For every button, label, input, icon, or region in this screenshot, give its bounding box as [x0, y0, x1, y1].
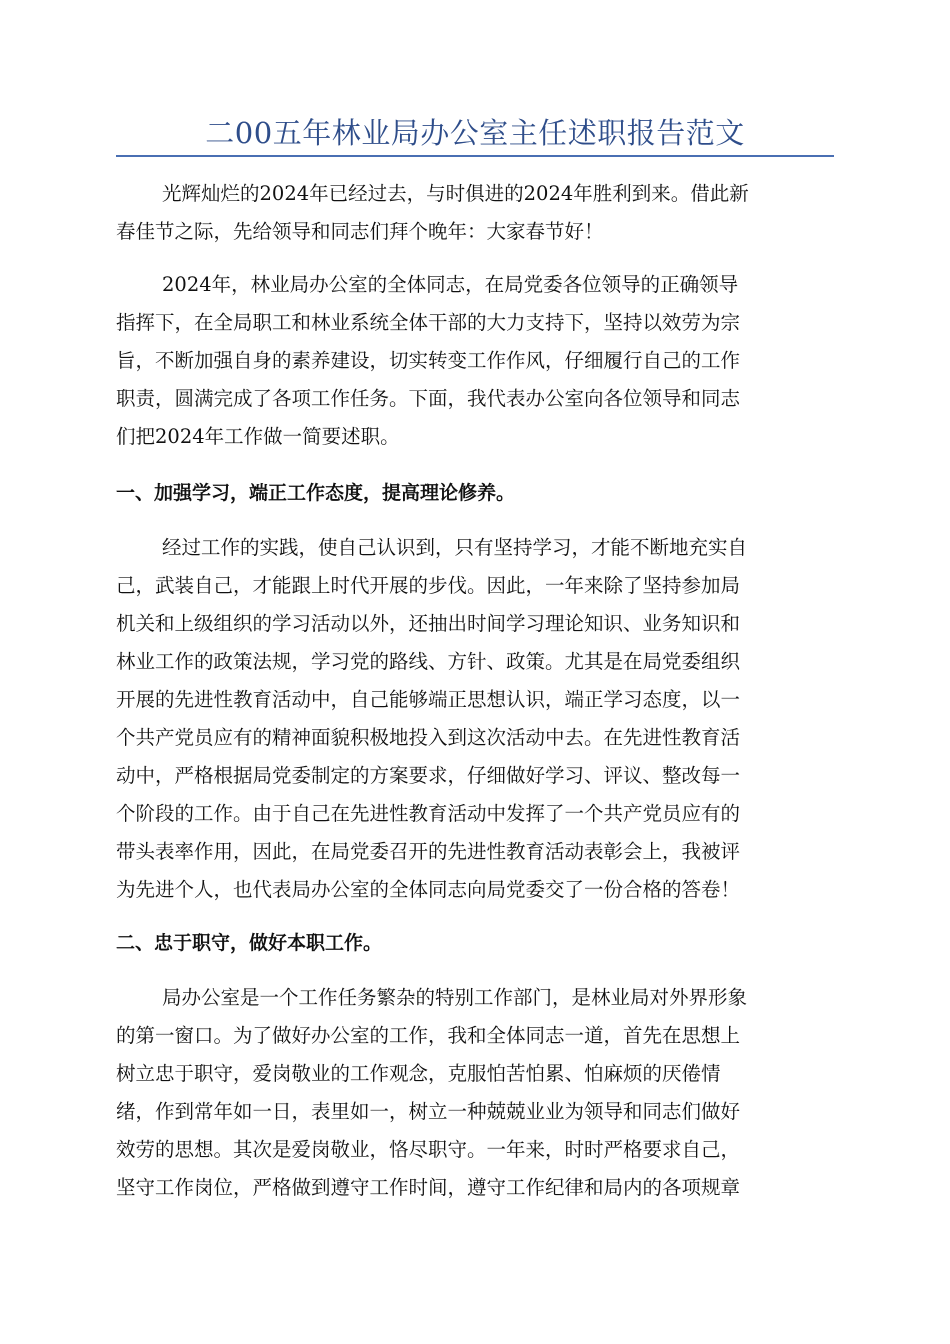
paragraph-line: 个共产党员应有的精神面貌积极地投入到这次活动中去。在先进性教育活: [116, 726, 741, 749]
paragraph-line: 动中，严格根据局党委制定的方案要求，仔细做好学习、评议、整改每一: [116, 764, 741, 787]
paragraph-3: [116, 530, 834, 910]
paragraph-line: 旨，不断加强自身的素养建设，切实转变工作作风，仔细履行自己的工作: [116, 349, 741, 372]
paragraph-line: 机关和上级组织的学习活动以外，还抽出时间学习理论知识、业务知识和: [116, 612, 741, 635]
paragraph-line: 树立忠于职守，爱岗敬业的工作观念，克服怕苦怕累、怕麻烦的厌倦情: [116, 1062, 721, 1085]
paragraph-line: 的第一窗口。为了做好办公室的工作，我和全体同志一道，首先在思想上: [116, 1024, 741, 1047]
paragraph-line: 己，武装自己，才能跟上时代开展的步伐。因此，一年来除了坚持参加局: [116, 574, 741, 597]
paragraph-line: 为先进个人，也代表局办公室的全体同志向局党委交了一份合格的答卷！: [116, 878, 741, 901]
paragraph-line: 指挥下，在全局职工和林业系统全体干部的大力支持下，坚持以效劳为宗: [116, 311, 741, 334]
paragraph-line: 职责，圆满完成了各项工作任务。下面，我代表办公室向各位领导和同志: [116, 387, 741, 410]
paragraph-4: [116, 980, 834, 1208]
paragraph-line: 效劳的思想。其次是爱岗敬业，恪尽职守。一年来，时时严格要求自己，: [116, 1138, 741, 1161]
paragraph-line: 开展的先进性教育活动中，自己能够端正思想认识，端正学习态度，以一: [116, 688, 741, 711]
paragraph-line: 们把2024年工作做一简要述职。: [116, 425, 400, 448]
section-heading-2: 二、忠于职守，做好本职工作。: [116, 932, 383, 954]
document-title: 二00五年林业局办公室主任述职报告范文: [205, 116, 745, 150]
paragraph-line: 经过工作的实践，使自己认识到，只有坚持学习，才能不断地充实自: [162, 536, 748, 559]
paragraph-line: 局办公室是一个工作任务繁杂的特别工作部门，是林业局对外界形象: [162, 986, 748, 1009]
paragraph-line: 春佳节之际，先给领导和同志们拜个晚年：大家春节好！: [116, 220, 604, 243]
paragraph-1: [116, 176, 834, 248]
paragraph-line: 绪，作到常年如一日，表里如一，树立一种兢兢业业为领导和同志们做好: [116, 1100, 741, 1123]
paragraph-line: 坚守工作岗位，严格做到遵守工作时间，遵守工作纪律和局内的各项规章: [116, 1176, 741, 1199]
paragraph-2: [116, 267, 834, 457]
section-heading-1: 一、加强学习，端正工作态度，提高理论修养。: [116, 482, 516, 504]
title-underline: [116, 155, 834, 157]
paragraph-line: 光辉灿烂的2024年已经过去，与时俱进的2024年胜利到来。借此新: [162, 182, 749, 205]
paragraph-line: 个阶段的工作。由于自己在先进性教育活动中发挥了一个共产党员应有的: [116, 802, 741, 825]
paragraph-line: 2024年，林业局办公室的全体同志，在局党委各位领导的正确领导: [162, 273, 739, 296]
paragraph-line: 带头表率作用，因此，在局党委召开的先进性教育活动表彰会上，我被评: [116, 840, 741, 863]
paragraph-line: 林业工作的政策法规，学习党的路线、方针、政策。尤其是在局党委组织: [116, 650, 741, 673]
